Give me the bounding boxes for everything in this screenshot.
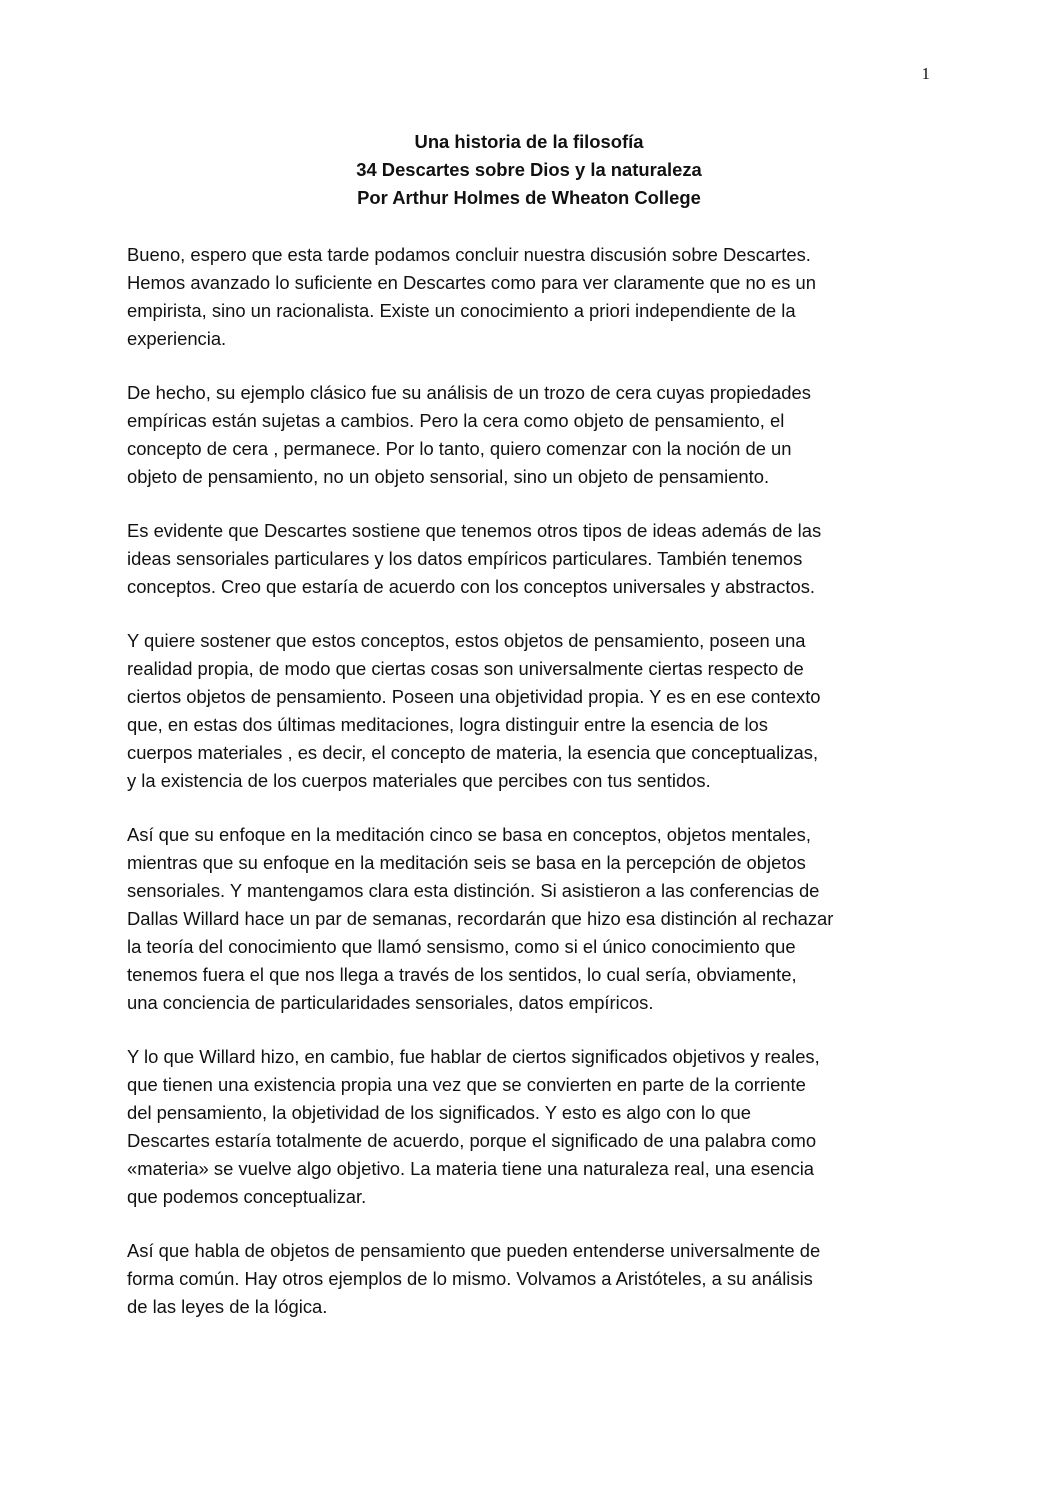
- text-line: Es evidente que Descartes sostiene que tenemos otros tipos de ideas además de las: [127, 520, 822, 541]
- text-line: De hecho, su ejemplo clásico fue su análisis de un trozo de cera cuyas propiedades: [127, 382, 811, 403]
- paragraph-6: [127, 1043, 935, 1211]
- text-line: empirista, sino un racionalista. Existe un conocimiento a priori independiente de la: [127, 300, 796, 321]
- text-line: objeto de pensamiento, no un objeto sensorial, sino un objeto de pensamiento.: [127, 466, 770, 487]
- text-line: de las leyes de la lógica.: [127, 1296, 328, 1317]
- text-line: Bueno, espero que esta tarde podamos concluir nuestra discusión sobre Descartes.: [127, 244, 811, 265]
- page-number: 1: [921, 64, 930, 83]
- text-line: tenemos fuera el que nos llega a través de los sentidos, lo cual sería, obviamente,: [127, 964, 797, 985]
- text-line: Hemos avanzado lo suficiente en Descartes como para ver claramente que no es un: [127, 272, 817, 293]
- text-line: Descartes estaría totalmente de acuerdo, porque el significado de una palabra como: [127, 1130, 817, 1151]
- paragraph-7: [127, 1237, 935, 1321]
- text-line: mientras que su enfoque en la meditación seis se basa en la percepción de objetos: [127, 852, 806, 873]
- text-line: Así que su enfoque en la meditación cinco se basa en conceptos, objetos mentales,: [127, 824, 811, 845]
- text-line: cuerpos materiales , es decir, el concepto de materia, la esencia que conceptualizas,: [127, 742, 819, 763]
- text-line: empíricas están sujetas a cambios. Pero la cera como objeto de pensamiento, el: [127, 410, 785, 431]
- text-line: la teoría del conocimiento que llamó sensismo, como si el único conocimiento que: [127, 936, 796, 957]
- text-line: que podemos conceptualizar.: [127, 1186, 367, 1207]
- text-line: Y quiere sostener que estos conceptos, estos objetos de pensamiento, poseen una: [127, 630, 806, 651]
- text-line: forma común. Hay otros ejemplos de lo mismo. Volvamos a Aristóteles, a su análisis: [127, 1268, 813, 1289]
- text-line: Y lo que Willard hizo, en cambio, fue hablar de ciertos significados objetivos y reales,: [127, 1046, 820, 1067]
- text-line: concepto de cera , permanece. Por lo tanto, quiero comenzar con la noción de un: [127, 438, 792, 459]
- title-author: Por Arthur Holmes de Wheaton College: [357, 187, 701, 208]
- text-line: y la existencia de los cuerpos materiales que percibes con tus sentidos.: [127, 770, 711, 791]
- text-line: una conciencia de particularidades sensoriales, datos empíricos.: [127, 992, 654, 1013]
- text-line: experiencia.: [127, 328, 227, 349]
- text-line: del pensamiento, la objetividad de los significados. Y esto es algo con lo que: [127, 1102, 751, 1123]
- text-line: realidad propia, de modo que ciertas cosas son universalmente ciertas respecto de: [127, 658, 804, 679]
- paragraph-3: [127, 517, 935, 601]
- title-lecture: 34 Descartes sobre Dios y la naturaleza: [356, 159, 702, 180]
- text-line: que tienen una existencia propia una vez que se convierten en parte de la corriente: [127, 1074, 806, 1095]
- document-body: [127, 241, 935, 1347]
- text-line: Así que habla de objetos de pensamiento que pueden entenderse universalmente de: [127, 1240, 821, 1261]
- document-title: [0, 128, 1058, 212]
- text-line: conceptos. Creo que estaría de acuerdo con los conceptos universales y abstractos.: [127, 576, 815, 597]
- text-line: Dallas Willard hace un par de semanas, recordarán que hizo esa distinción al rechazar: [127, 908, 834, 929]
- paragraph-4: [127, 627, 935, 795]
- text-line: «materia» se vuelve algo objetivo. La materia tiene una naturaleza real, una esencia: [127, 1158, 815, 1179]
- text-line: que, en estas dos últimas meditaciones, logra distinguir entre la esencia de los: [127, 714, 768, 735]
- paragraph-5: [127, 821, 935, 1017]
- text-line: ciertos objetos de pensamiento. Poseen una objetividad propia. Y es en ese contexto: [127, 686, 821, 707]
- paragraph-1: [127, 241, 935, 353]
- paragraph-2: [127, 379, 935, 491]
- text-line: ideas sensoriales particulares y los datos empíricos particulares. También tenemos: [127, 548, 803, 569]
- title-series: Una historia de la filosofía: [414, 131, 644, 152]
- text-line: sensoriales. Y mantengamos clara esta distinción. Si asistieron a las conferencias de: [127, 880, 820, 901]
